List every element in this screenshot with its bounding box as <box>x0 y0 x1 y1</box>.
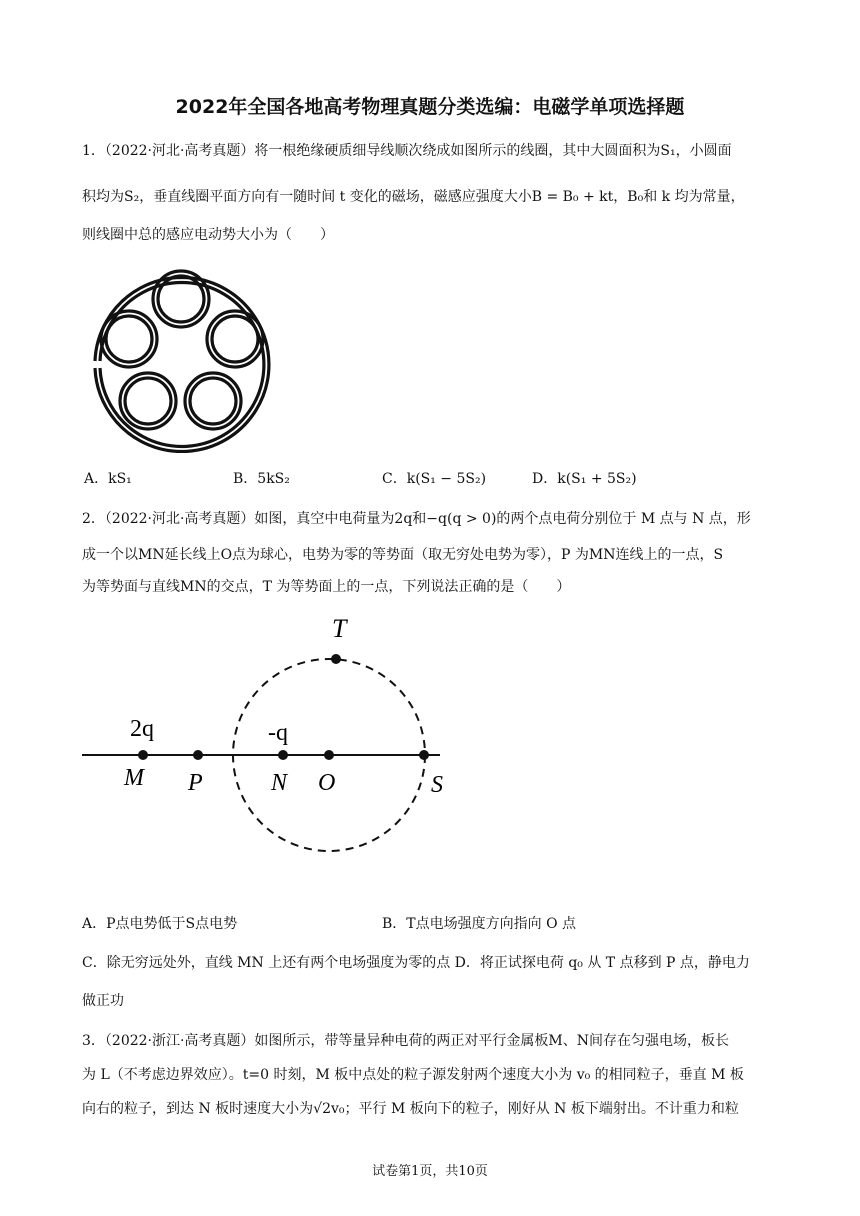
q2-option-cd: C．除无穷远处外，直线 MN 上还有两个电场强度为零的点 D．将正试探电荷 q₀ 从 T 点移到 P 点，静电力 <box>82 955 750 971</box>
label-N: N <box>271 770 288 796</box>
page-footer: 试卷第1页，共10页 <box>372 1164 488 1179</box>
q2-equipotential-figure <box>0 600 860 880</box>
q3-line-1: 3．（2022·浙江·高考真题）如图所示，带等量异种电荷的两正对平行金属板M、N间存在匀强电场，板长 <box>82 1033 730 1049</box>
label-T: T <box>332 614 347 643</box>
label-P: P <box>188 770 203 796</box>
q1-line-3: 则线圈中总的感应电动势大小为（ ） <box>82 227 334 243</box>
label-M: M <box>124 765 144 791</box>
q2-option-b: B．T点电场强度方向指向 O 点 <box>382 916 577 932</box>
label-O: O <box>318 770 336 796</box>
q1-option-a: A．kS₁ <box>84 471 132 487</box>
q3-line-2: 为 L（不考虑边界效应）。t=0 时刻，M 板中点处的粒子源发射两个速度大小为 v₀ 的相同粒子，垂直 M 板 <box>82 1067 744 1083</box>
q1-option-d: D．k(S₁ + 5S₂) <box>532 471 637 487</box>
q1-coil-figure <box>84 258 279 453</box>
q2-line-1: 2．（2022·河北·高考真题）如图，真空中电荷量为2q和−q(q > 0)的两个点电荷分别位于 M 点与 N 点，形 <box>82 511 751 527</box>
label-minus-q: -q <box>268 720 288 746</box>
q2-line-2: 成一个以MN延长线上O点为球心，电势为零的等势面（取无穷处电势为零），P 为MN连线上的一点，S <box>82 547 724 563</box>
q1-line-1: 1．（2022·河北·高考真题）将一根绝缘硬质细导线顺次绕成如图所示的线圈，其中大圆面积为S₁，小圆面 <box>82 143 732 159</box>
label-2q: 2q <box>130 716 154 742</box>
page-title: 2022年全国各地高考物理真题分类选编：电磁学单项选择题 <box>175 96 685 118</box>
q3-line-3: 向右的粒子，到达 N 板时速度大小为√2v₀；平行 M 板向下的粒子，刚好从 N 板下端射出。不计重力和粒 <box>82 1101 739 1117</box>
q1-option-c: C．k(S₁ − 5S₂) <box>382 471 487 487</box>
q2-option-a: A．P点电势低于S点电势 <box>82 916 238 932</box>
q1-option-b: B．5kS₂ <box>233 471 290 487</box>
label-S: S <box>431 772 443 798</box>
q1-line-2: 积均为S₂，垂直线圈平面方向有一随时间 t 变化的磁场，磁感应强度大小B = B₀ + kt，B₀和 k 均为常量， <box>82 189 745 205</box>
q2-option-d-cont: 做正功 <box>82 993 124 1009</box>
q2-line-3: 为等势面与直线MN的交点，T 为等势面上的一点，下列说法正确的是（ ） <box>82 579 571 595</box>
